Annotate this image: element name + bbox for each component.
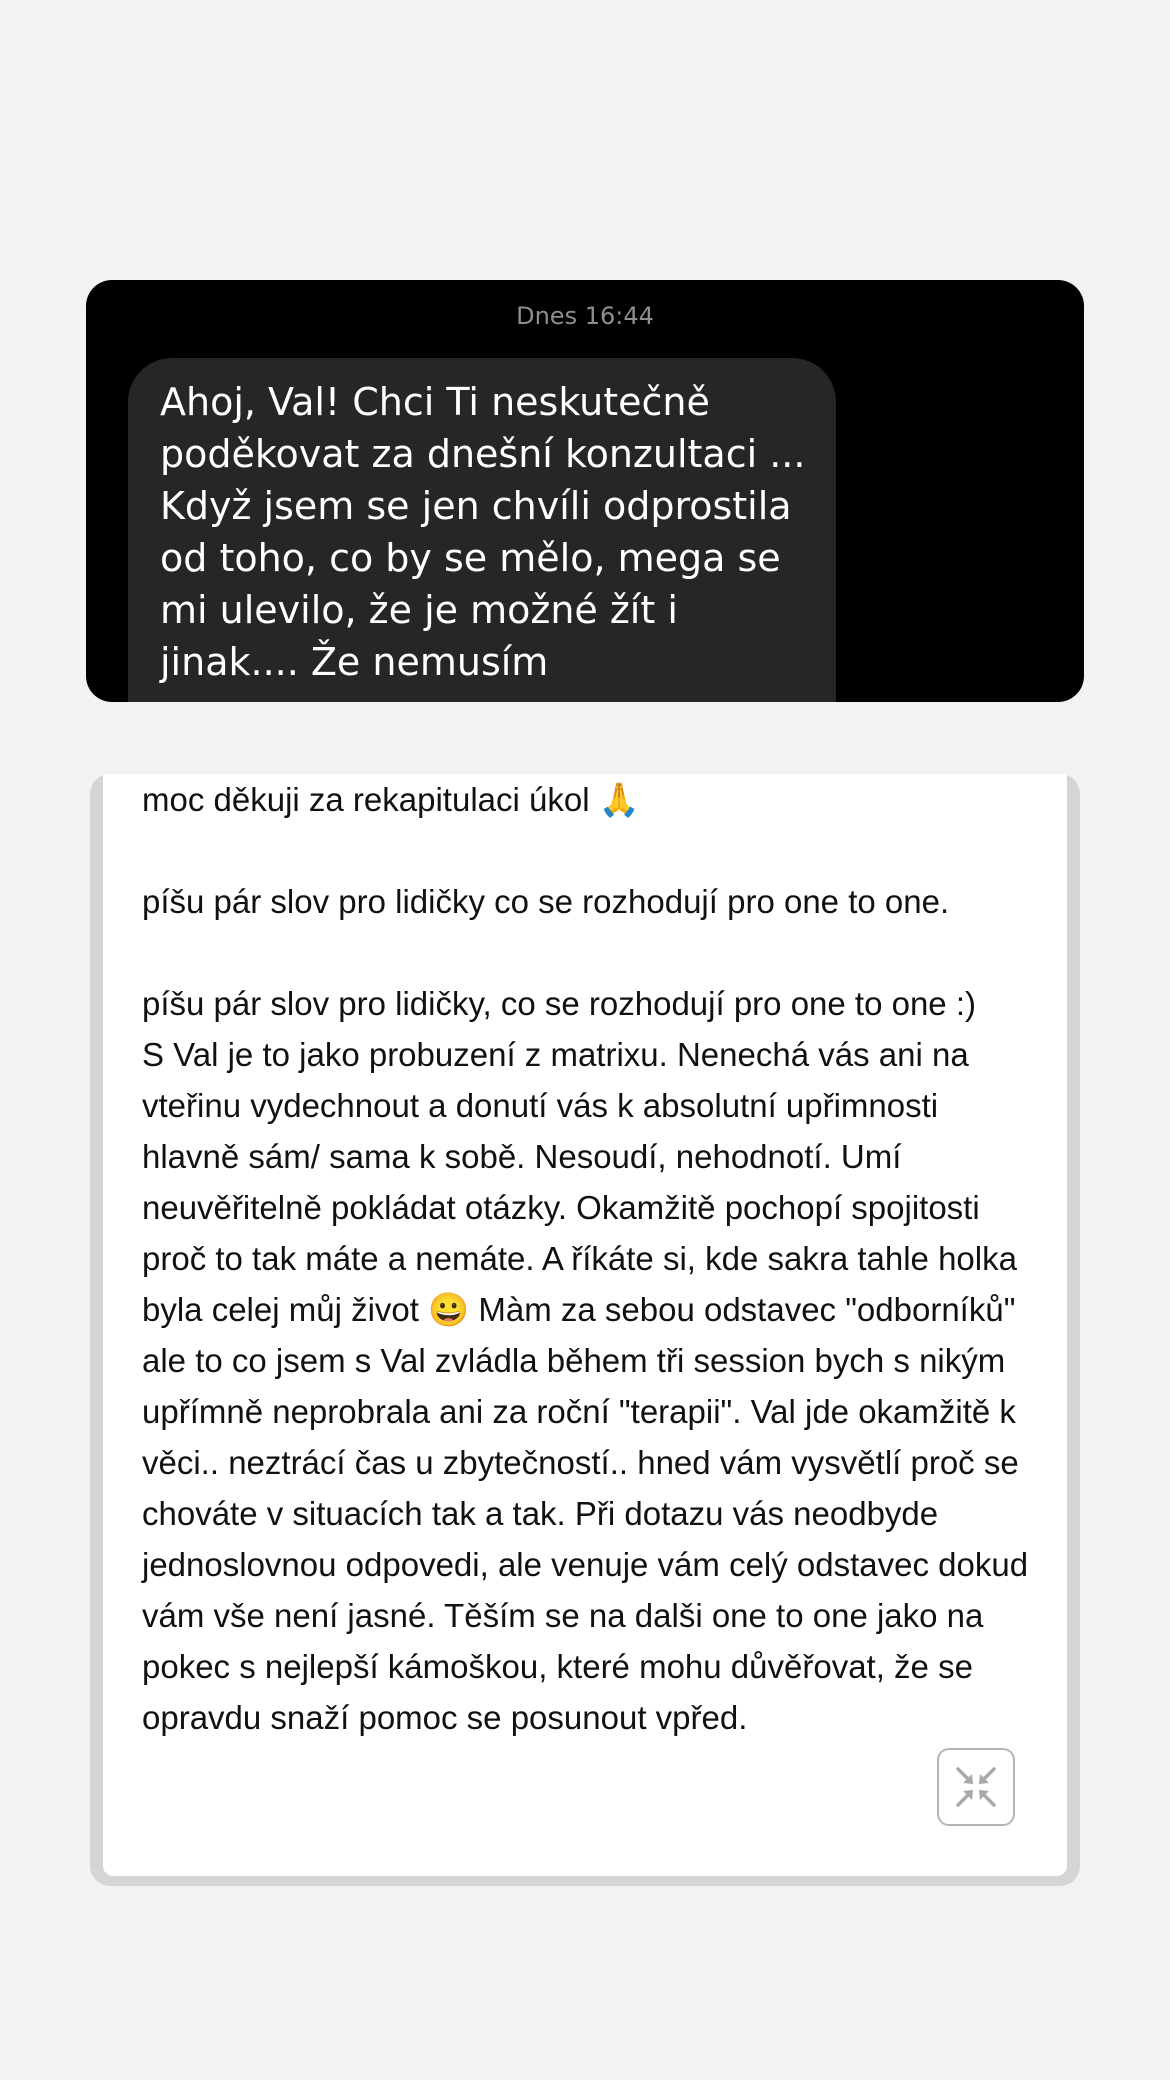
collapse-button[interactable]	[937, 1748, 1015, 1826]
message-timestamp: Dnes 16:44	[516, 302, 654, 330]
testimonial-body: S Val je to jako probuzení z matrixu. Nenechá vás ani na vteřinu vydechnout a donutí vás k absolutní upřimnosti hlavně sám/ sama k sobě. Nesoudí, nehodnotí. Umí neuvěřitelně pokládat otázky. Okamžitě pochopí spojitosti proč to tak máte a nemáte. A říkáte si, kde sakra tahle holka byla celej můj život 😀 Màm za sebou odstavec "odborníků" ale to co jsem s Val zvládla během tři session bych s nikým upřímně neprobrala ani za roční "terapii". Val jde okamžitě k věci.. neztrácí čas u zbytečností.. hned vám vysvětlí proč se chováte v situacích tak a tak. Při dotazu vás neodbyde jednoslovnou odpovedi, ale venuje vám celý odstavec dokud vám vše není jasné. Těším se na dalši one to one jako na pokec s nejlepší kámoškou, které mohu důvěřovat, že se opravdu snaží pomoc se posunout vpřed.	[142, 1036, 1029, 1736]
received-message-bubble[interactable]	[128, 358, 836, 702]
thanks-line: moc děkuji za rekapitulaci úkol 🙏	[142, 781, 640, 818]
collapse-arrows-icon	[952, 1763, 1000, 1811]
chat-screenshot	[86, 280, 1084, 702]
intro-line-repeat: píšu pár slov pro lidičky, co se rozhodují pro one to one :)	[142, 985, 976, 1022]
intro-line: píšu pár slov pro lidičky co se rozhodují pro one to one.	[142, 883, 950, 920]
testimonial-card	[103, 774, 1067, 1876]
testimonial-text	[142, 774, 1042, 1743]
message-text: Ahoj, Val! Chci Ti neskutečně poděkovat za dnešní konzultaci ... Když jsem se jen chvíli odprostila od toho, co by se mělo, mega se mi ulevilo, že je možné žít i jinak.... Že nemusím	[160, 380, 806, 684]
